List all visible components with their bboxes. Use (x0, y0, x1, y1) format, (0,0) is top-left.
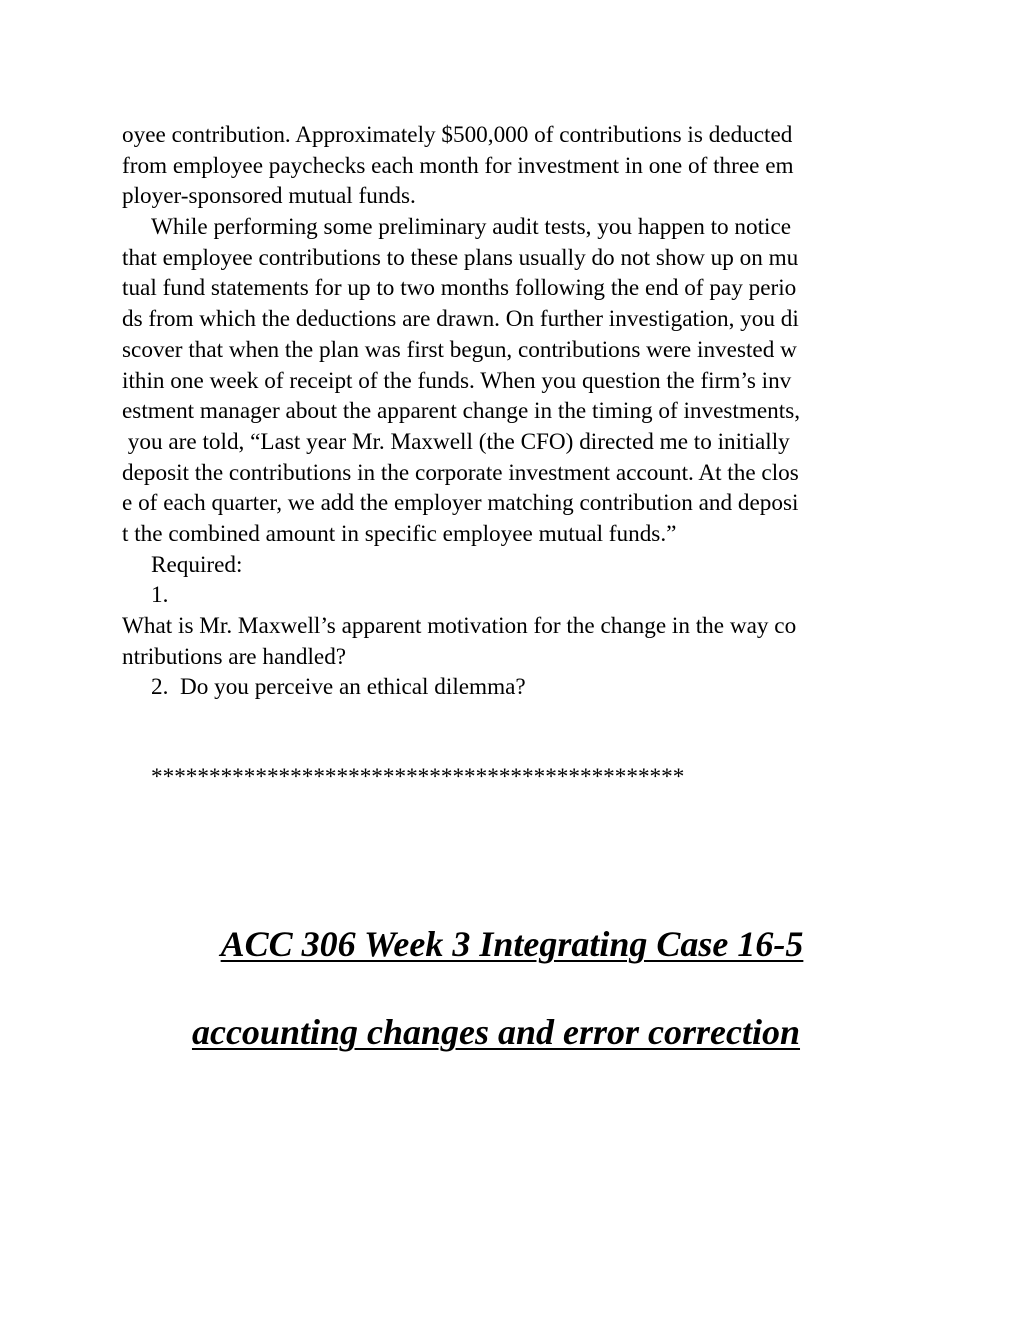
text-line: from employee paychecks each month for investment in one of three em (122, 152, 794, 179)
text-line: you are told, “Last year Mr. Maxwell (the CFO) directed me to initially (122, 428, 790, 455)
question-text: What is Mr. Maxwell’s apparent motivation for the change in the way co (122, 613, 797, 639)
text-line: While performing some preliminary audit tests, you happen to notice (151, 214, 792, 241)
text-line: oyee contribution. Approximately $500,000 of contributions is deducted (122, 122, 793, 148)
question-text: ntributions are handled? (122, 643, 347, 670)
text-line: that employee contributions to these plans usually do not show up on mu (122, 244, 799, 271)
text-line: tual fund statements for up to two months following the end of pay perio (122, 275, 797, 302)
text-line: t the combined amount in specific employee mutual funds.” (122, 520, 677, 547)
text-line: scover that when the plan was first begun, contributions were invested w (122, 336, 797, 363)
text-line: estment manager about the apparent change in the timing of investments, (122, 398, 801, 425)
case-title: ACC 306 Week 3 Integrating Case 16-5 (220, 924, 804, 964)
question-number: 1. (151, 582, 169, 609)
question-text: 2. Do you perceive an ethical dilemma? (151, 674, 526, 701)
text-line: ployer-sponsored mutual funds. (122, 183, 416, 210)
text-line: e of each quarter, we add the employer matching contribution and deposi (122, 490, 799, 517)
required-label: Required: (151, 551, 243, 578)
body-text (122, 120, 912, 703)
separator-line: ********************************************** (151, 764, 685, 790)
text-line: ithin one week of receipt of the funds. When you question the firm’s inv (122, 367, 792, 394)
case-subtitle: accounting changes and error correction (191, 1012, 801, 1052)
text-line: deposit the contributions in the corporate investment account. At the clos (122, 459, 799, 486)
text-line: ds from which the deductions are drawn. On further investigation, you di (122, 306, 799, 333)
